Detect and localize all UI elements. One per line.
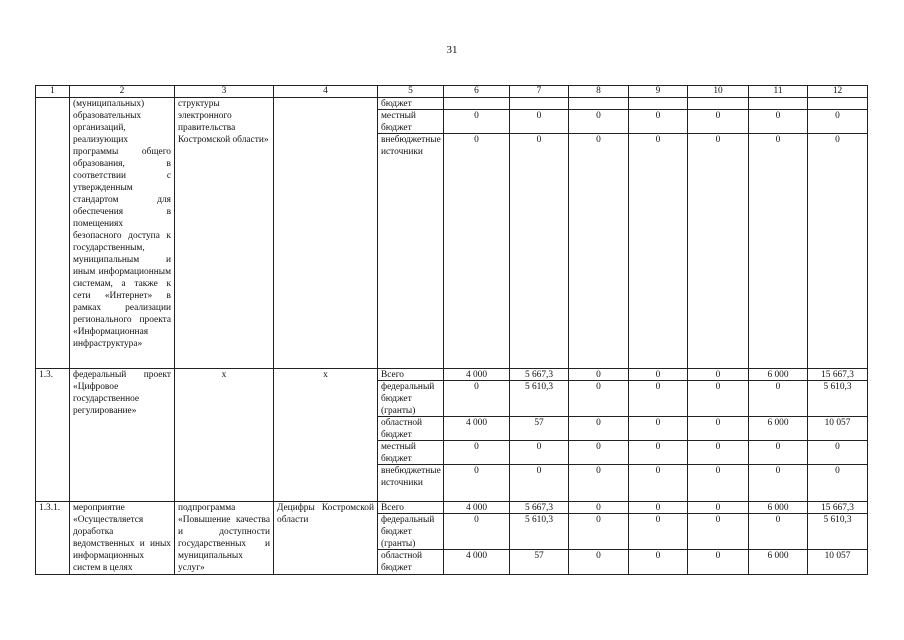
value-column-8	[569, 369, 629, 502]
value-cell: 0	[569, 514, 628, 550]
program-text: x	[221, 370, 227, 380]
value-cell: 0	[715, 135, 721, 145]
funding-source: Всего	[378, 502, 443, 514]
program-cell	[175, 369, 274, 502]
budget-table	[35, 85, 868, 575]
value-cell: 4 000	[444, 369, 509, 381]
value-column-6	[444, 369, 510, 502]
row-number: 1.3.1.	[39, 503, 61, 513]
row-number-cell	[36, 502, 70, 575]
executor-cell	[274, 502, 378, 575]
table-row-section-b	[36, 369, 868, 502]
row-number-cell	[36, 98, 70, 369]
funding-source: внебюджетные источники	[381, 135, 441, 157]
value-cell: 4 000	[465, 551, 488, 561]
value-cell: 0	[835, 135, 840, 145]
value-cell: 15 667,3	[808, 502, 867, 514]
value-cell: 0	[596, 466, 601, 476]
column-header-7: 7	[510, 86, 569, 98]
value-column-9	[629, 369, 688, 502]
column-header-10: 10	[688, 86, 749, 98]
value-cell: 5 610,3	[510, 381, 568, 417]
value-cell: 0	[629, 502, 687, 514]
value-cell	[749, 98, 807, 110]
value-column-7	[510, 502, 569, 575]
value-cell: 0	[808, 110, 867, 134]
value-cell: 0	[688, 441, 748, 465]
value-cell: 57	[510, 417, 568, 441]
value-cell: 5 610,3	[510, 514, 568, 550]
value-cell	[569, 98, 628, 110]
value-cell: 0	[655, 466, 661, 476]
value-cell	[444, 98, 509, 110]
row-number-cell	[36, 369, 70, 502]
value-column-11	[749, 369, 808, 502]
value-cell: 0	[655, 135, 661, 145]
value-cell: 0	[688, 110, 748, 134]
value-cell: 0	[629, 381, 687, 417]
executor-cell	[274, 369, 378, 502]
value-cell: 0	[444, 381, 509, 417]
value-column-8	[569, 98, 629, 369]
program-text: подпрограмма «Повышение качества и доступности государственных и муниципальных услуг»	[178, 503, 270, 573]
value-cell: 57	[534, 551, 544, 561]
funding-source-column	[378, 369, 444, 502]
column-header-8: 8	[569, 86, 629, 98]
value-cell: 0	[569, 369, 628, 381]
column-header-3: 3	[175, 86, 274, 98]
funding-source: Всего	[378, 369, 443, 381]
value-cell: 10 057	[824, 551, 851, 561]
value-cell: 0	[835, 466, 840, 476]
value-cell: 0	[688, 502, 748, 514]
value-cell: 15 667,3	[808, 369, 867, 381]
activity-name: федеральный проект «Цифровое государственное регулирование»	[73, 370, 171, 416]
value-cell: 0	[569, 417, 628, 441]
value-cell: 0	[775, 135, 781, 145]
value-cell: 0	[688, 369, 748, 381]
funding-source-column	[378, 502, 444, 575]
name-cell	[70, 502, 175, 575]
value-cell: 4 000	[444, 417, 509, 441]
value-cell: 0	[688, 417, 748, 441]
value-column-6	[444, 502, 510, 575]
value-cell: 0	[655, 551, 661, 561]
executor-cell	[274, 98, 378, 369]
program-cell	[175, 502, 274, 575]
value-cell	[510, 98, 568, 110]
value-cell: 0	[715, 466, 721, 476]
value-cell: 5 667,3	[510, 502, 568, 514]
funding-source: местный бюджет	[378, 441, 443, 465]
funding-source: местный бюджет	[378, 110, 443, 134]
value-cell: 5 610,3	[808, 514, 867, 550]
column-header-1: 1	[36, 86, 70, 98]
value-cell: 6 000	[749, 417, 807, 441]
value-cell: 0	[629, 441, 687, 465]
value-cell	[808, 98, 867, 110]
value-cell: 0	[444, 441, 509, 465]
value-cell: 0	[536, 466, 542, 476]
name-cell	[70, 369, 175, 502]
value-column-7	[510, 369, 569, 502]
value-column-10	[688, 502, 749, 575]
value-cell: 0	[444, 110, 509, 134]
value-cell: 0	[474, 466, 479, 476]
funding-source: областной бюджет	[381, 551, 423, 573]
value-cell: 0	[749, 381, 807, 417]
executor-text: Децифры Костромской области	[277, 503, 374, 525]
table-row-section-c	[36, 502, 868, 575]
value-cell: 0	[629, 369, 687, 381]
value-cell: 0	[536, 135, 542, 145]
value-cell: 0	[596, 551, 601, 561]
value-cell: 6 000	[767, 551, 789, 561]
column-header-4: 4	[274, 86, 378, 98]
program-text: структуры электронного правительства Костромской области»	[178, 99, 269, 145]
funding-source: областной бюджет	[378, 417, 443, 441]
column-header-6: 6	[444, 86, 510, 98]
column-header-2: 2	[70, 86, 175, 98]
value-cell: 0	[569, 110, 628, 134]
value-cell	[688, 98, 748, 110]
value-column-9	[629, 98, 688, 369]
value-cell: 0	[596, 135, 601, 145]
activity-name: мероприятие «Осуществляется доработка ведомственных и иных информационных систем в целях	[73, 503, 171, 573]
value-column-10	[688, 98, 749, 369]
value-cell: 6 000	[749, 369, 807, 381]
page-number: 31	[446, 44, 458, 56]
value-cell: 4 000	[444, 502, 509, 514]
funding-source: бюджет	[378, 98, 443, 110]
column-number-row	[36, 86, 868, 98]
value-column-11	[749, 98, 808, 369]
value-cell: 0	[715, 551, 721, 561]
value-cell: 0	[775, 466, 781, 476]
funding-source: федеральный бюджет (гранты)	[378, 514, 443, 550]
value-cell: 10 057	[808, 417, 867, 441]
value-cell: 0	[510, 110, 568, 134]
value-cell: 5 667,3	[510, 369, 568, 381]
value-cell: 0	[569, 381, 628, 417]
value-cell: 0	[629, 417, 687, 441]
value-cell: 0	[749, 110, 807, 134]
value-column-10	[688, 369, 749, 502]
table-row-section-a	[36, 98, 868, 369]
value-cell: 0	[688, 514, 748, 550]
name-cell	[70, 98, 175, 369]
value-cell: 0	[629, 110, 687, 134]
activity-name: (муниципальных) образовательных организаций, реализующих программы общего образования, в соответствии с утвержденным стандартом для обеспечения в помещениях безопасного доступа к государственным, муниципальным и иным информационным системам, а также к сети «Интернет» в рамках реализации регионального проекта «Информационная инфраструктура»	[73, 99, 171, 349]
value-column-12	[808, 369, 868, 502]
executor-text: x	[323, 370, 328, 380]
value-cell: 0	[474, 135, 479, 145]
value-cell: 0	[749, 441, 807, 465]
column-header-5: 5	[378, 86, 444, 98]
column-header-12: 12	[808, 86, 868, 98]
value-column-12	[808, 98, 868, 369]
value-column-6	[444, 98, 510, 369]
value-cell: 0	[444, 514, 509, 550]
value-cell	[629, 98, 687, 110]
value-cell: 0	[569, 502, 628, 514]
value-cell: 5 610,3	[808, 381, 867, 417]
column-header-9: 9	[629, 86, 688, 98]
value-column-8	[569, 502, 629, 575]
value-cell: 0	[688, 381, 748, 417]
value-cell: 0	[749, 514, 807, 550]
value-cell: 0	[808, 441, 867, 465]
value-column-7	[510, 98, 569, 369]
program-cell	[175, 98, 274, 369]
value-cell: 0	[629, 514, 687, 550]
value-column-9	[629, 502, 688, 575]
funding-source: внебюджетные источники	[381, 466, 441, 488]
funding-source: федеральный бюджет (гранты)	[378, 381, 443, 417]
value-column-11	[749, 502, 808, 575]
value-column-12	[808, 502, 868, 575]
column-header-11: 11	[749, 86, 808, 98]
row-number: 1.3.	[39, 370, 54, 380]
funding-source-column	[378, 98, 444, 369]
value-cell: 0	[569, 441, 628, 465]
value-cell: 0	[510, 441, 568, 465]
value-cell: 6 000	[749, 502, 807, 514]
